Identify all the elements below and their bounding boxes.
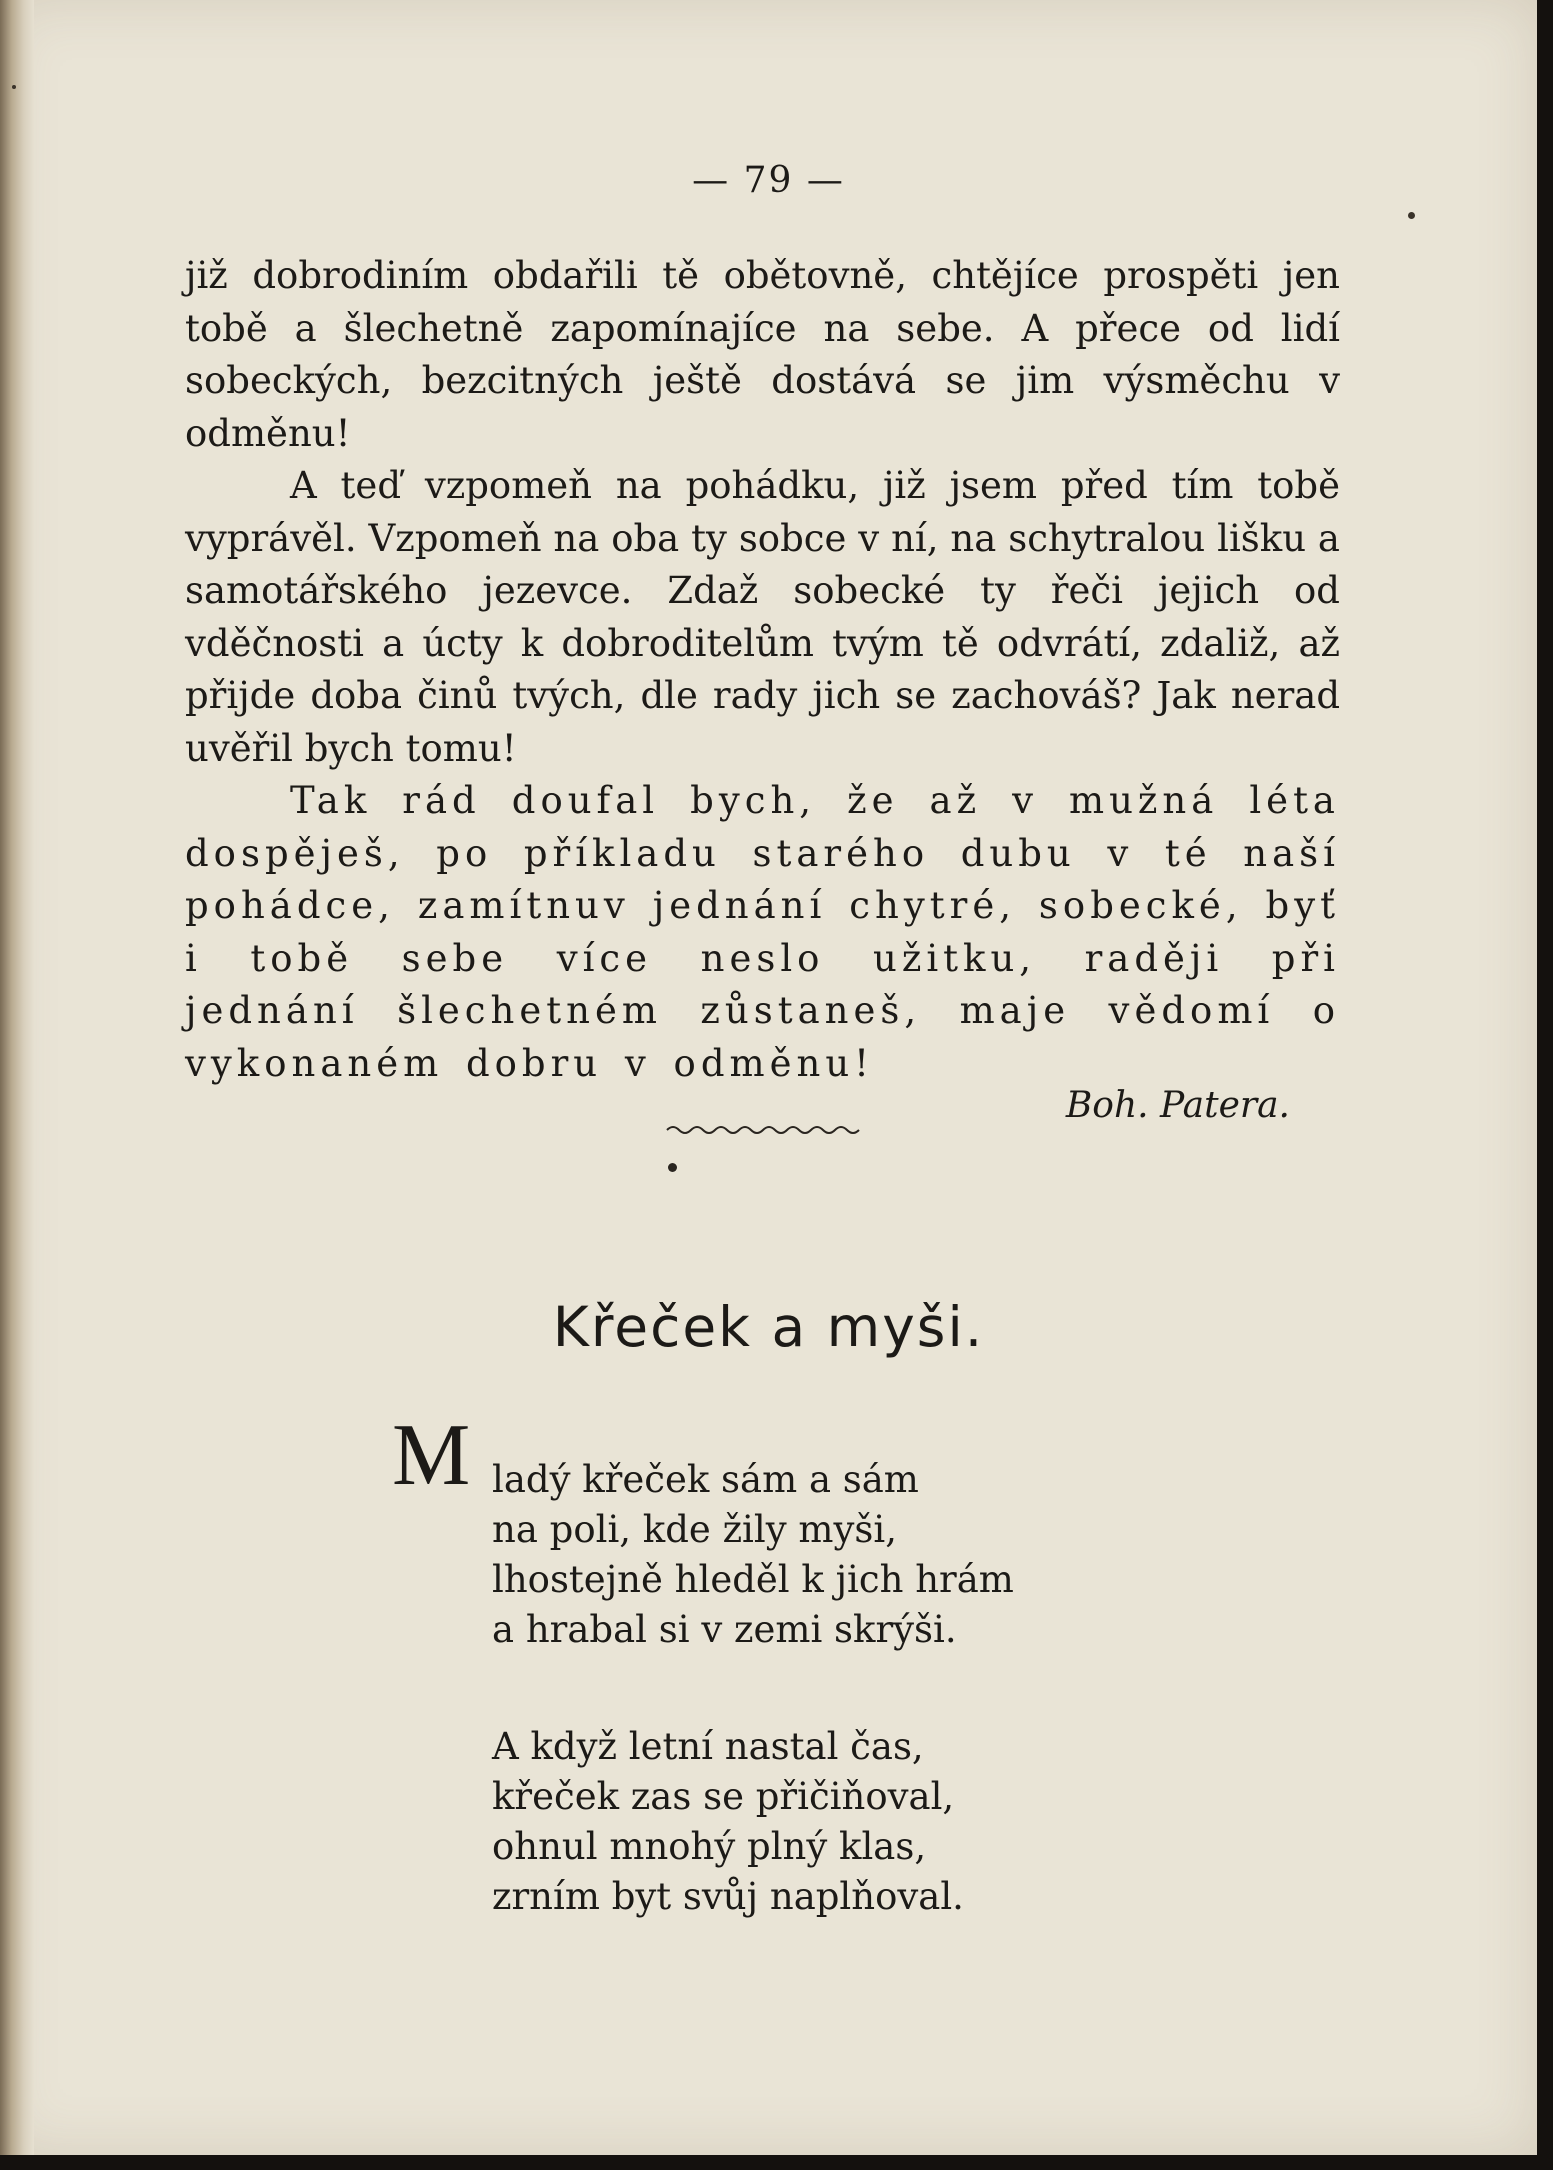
poem-stanza (492, 1722, 964, 1922)
poem-line: zrním byt svůj naplňoval. (492, 1875, 964, 1918)
wavy-divider-ornament (665, 1122, 865, 1138)
prose-section (185, 250, 1340, 1090)
book-spine-shadow (0, 0, 34, 2155)
poem-line: na poli, kde žily myši, (492, 1508, 897, 1551)
poem-title: Křeček a myši. (552, 1295, 985, 1359)
poem-line: ladý křeček sám a sám (492, 1458, 919, 1501)
poem-line: ohnul mnohý plný klas, (492, 1825, 927, 1868)
poem-line: lhostejně hleděl k jich hrám (492, 1558, 1014, 1601)
drop-cap: M (392, 1407, 465, 1504)
scan-border-bottom (0, 2155, 1553, 2170)
poem-stanza (492, 1455, 1014, 1655)
poem-line: a hrabal si v zemi skrýši. (492, 1608, 957, 1651)
paragraph: již dobrodiním obdařili tě obětovně, chtějíce prospěti jen tobě a šlechetně zapomínajíce na sebe. A přece od lidí sobeckých, bezcitných ještě dostává se jim výsměchu v odměnu! (185, 254, 1340, 455)
ornament-dot (668, 1163, 677, 1172)
author-signature: Boh. Patera. (1065, 1085, 1290, 1126)
page-number: — 79 — (692, 160, 845, 201)
paragraph: Tak rád doufal bych, že až v mužná léta dospěješ, po příkladu starého dubu v té naší pohádce, zamítnuv jednání chytré, sobecké, byť i tobě sebe více neslo užitku, raději při jednání šlechetném zůstaneš, maje vědomí o vykonaném dobru v odměnu! (185, 779, 1340, 1085)
paper-speck (12, 85, 16, 89)
paper-speck (1408, 212, 1415, 219)
paragraph: A teď vzpomeň na pohádku, již jsem před tím tobě vyprávěl. Vzpomeň na oba ty sobce v ní, na schytralou lišku a samotářského jezevce. Zdaž sobecké ty řeči jejich od vděčnosti a úcty k dobroditelům tvým tě odvrátí, zdaliž, až přijde doba činů tvých, dle rady jich se zachováš? Jak nerad uvěřil bych tomu! (185, 464, 1340, 770)
scan-border-right (1537, 0, 1553, 2170)
poem-line: křeček zas se přičiňoval, (492, 1775, 955, 1818)
poem-line: A když letní nastal čas, (492, 1725, 924, 1768)
